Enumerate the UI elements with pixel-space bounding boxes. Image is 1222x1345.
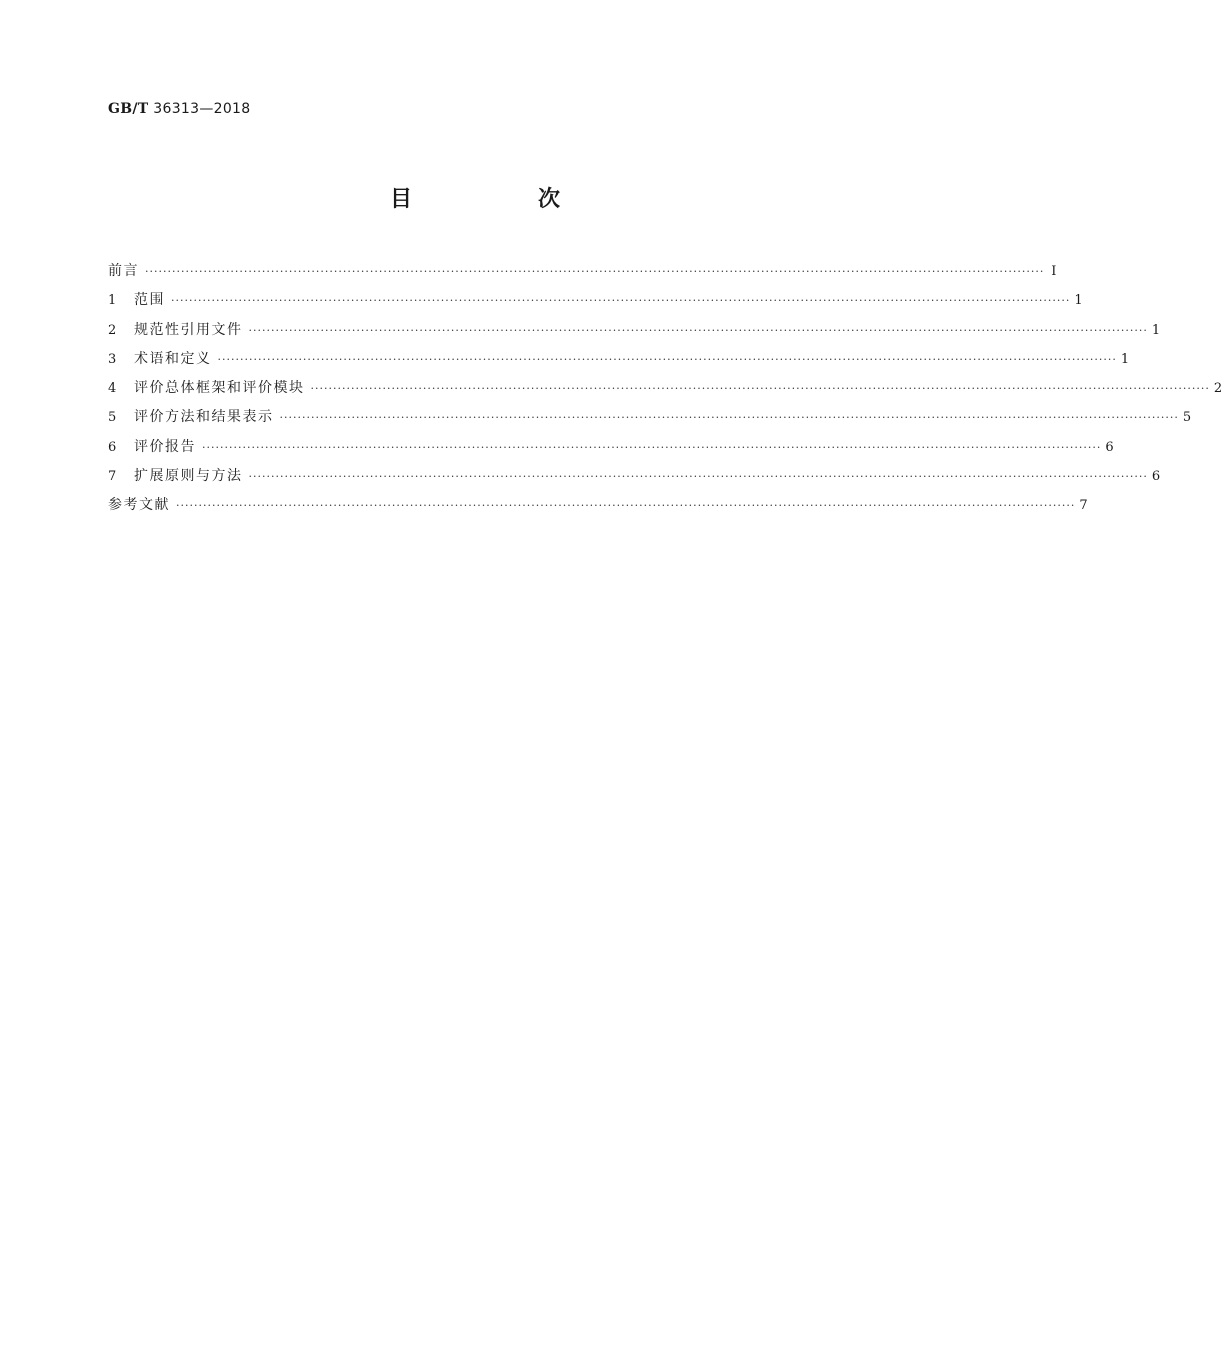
toc-item-page: 1	[1120, 351, 1130, 367]
toc-item-number: 7	[108, 469, 117, 485]
toc-item-number: 5	[108, 410, 117, 426]
toc-item-number: 1	[108, 293, 117, 309]
toc-item-number: 2	[108, 322, 117, 338]
toc-item-number: 3	[108, 351, 117, 367]
page-title: 目 次	[389, 187, 612, 212]
toc-leader-dots: ········································································································································································································	[171, 294, 1071, 308]
toc-leader-dots: ········································································································································································································	[310, 382, 1210, 396]
toc-item-label: 评价总体框架和评价模块	[134, 380, 305, 397]
toc-item-label: 评价方法和结果表示	[134, 409, 274, 426]
toc-item-page: 1	[1151, 322, 1161, 338]
toc-item-label: 前言	[108, 263, 139, 279]
standard-code-number: 36313—2018	[153, 101, 251, 117]
toc-item-extension-principles[interactable]	[108, 465, 1161, 494]
toc-item-page: 6	[1151, 469, 1161, 485]
toc-item-page: 1	[1074, 293, 1083, 309]
toc-leader-dots: ········································································································································································································	[176, 499, 1076, 513]
toc-item-bibliography[interactable]	[108, 494, 1088, 523]
toc-leader-dots: ········································································································································································································	[279, 411, 1179, 425]
toc-item-label: 评价报告	[134, 438, 196, 455]
toc-leader-dots: ········································································································································································································	[248, 323, 1148, 337]
toc-item-number: 4	[108, 381, 117, 397]
table-of-contents	[108, 260, 1222, 524]
toc-item-page: 2	[1213, 381, 1222, 397]
toc-item-page: 5	[1182, 410, 1192, 426]
standard-code-prefix: GB/T	[108, 101, 149, 117]
toc-item-label: 范围	[134, 292, 165, 309]
toc-item-label: 规范性引用文件	[134, 321, 243, 338]
toc-item-foreword[interactable]	[108, 260, 1057, 289]
toc-item-number: 6	[108, 439, 117, 455]
toc-item-evaluation-report[interactable]	[108, 436, 1114, 465]
toc-item-scope[interactable]	[108, 289, 1083, 318]
toc-item-label: 术语和定义	[134, 350, 212, 367]
toc-leader-dots: ········································································································································································································	[202, 440, 1102, 454]
toc-item-page: Ⅰ	[1051, 264, 1057, 279]
toc-item-methods-results[interactable]	[108, 406, 1192, 435]
standard-code	[108, 101, 250, 117]
toc-item-framework-modules[interactable]	[108, 377, 1222, 406]
toc-item-page: 6	[1105, 439, 1114, 455]
toc-item-label: 参考文献	[108, 497, 170, 514]
toc-item-label: 扩展原则与方法	[134, 468, 243, 485]
toc-leader-dots: ········································································································································································································	[248, 470, 1148, 484]
toc-leader-dots: ········································································································································································································	[217, 352, 1117, 366]
toc-item-terms-definitions[interactable]	[108, 348, 1130, 377]
toc-item-normative-references[interactable]	[108, 319, 1161, 348]
toc-item-page: 7	[1079, 498, 1088, 514]
toc-leader-dots: ········································································································································································································	[145, 265, 1045, 278]
